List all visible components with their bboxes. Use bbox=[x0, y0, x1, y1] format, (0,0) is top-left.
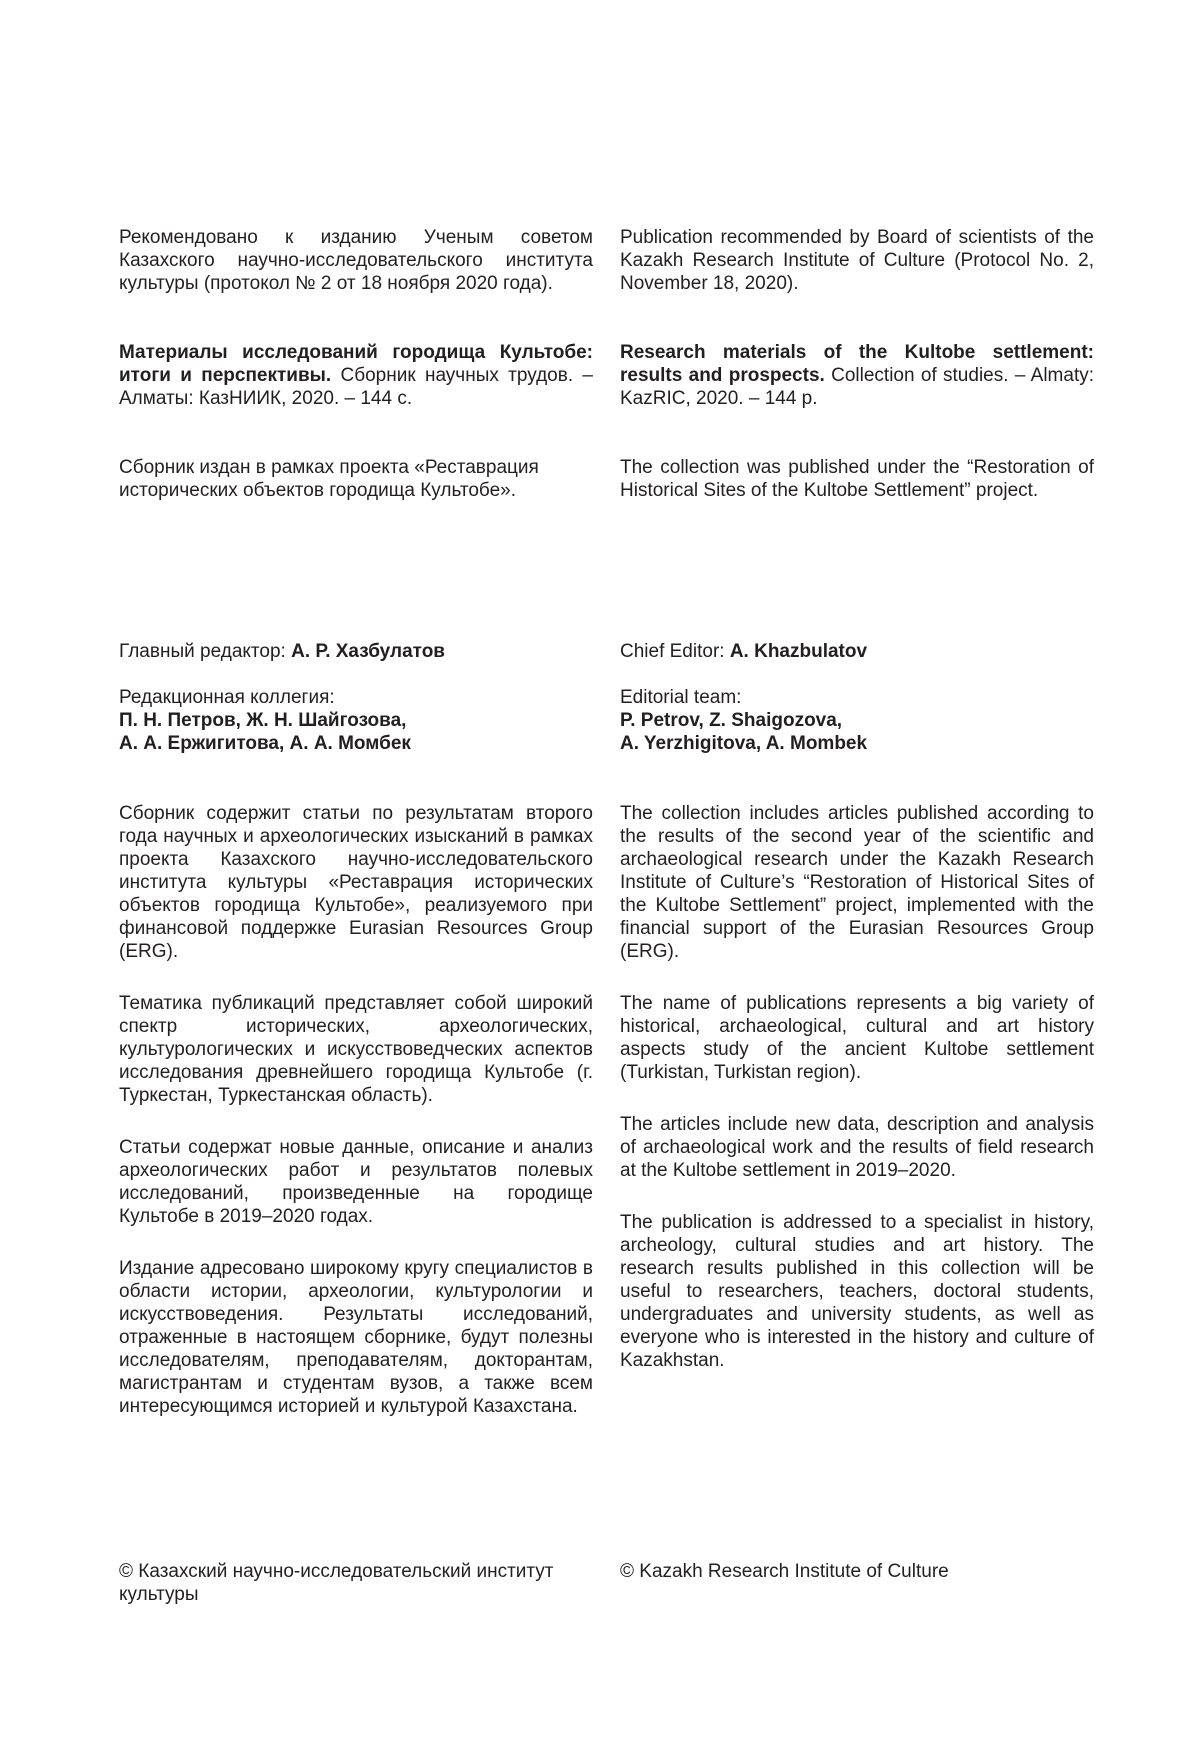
book-imprint: Collection of studies. – Almaty: KazRIC, 2020. – 144 p. bbox=[620, 365, 1095, 409]
chief-editor-label: Chief Editor: bbox=[620, 641, 730, 662]
project-text: The collection was published under the “Restoration of Historical Sites of the Kultobe Settlement” project. bbox=[620, 457, 1094, 501]
book-title: Research materials of the Kultobe settlement: results and prospects. bbox=[620, 342, 1094, 386]
annotation-paragraph-1: Сборник содержит статьи по результатам второго года научных и археологических изысканий в рамках проекта Казахского научно-исследовательского института культуры «Реставрация исторических объектов городища Культобе», реализуемого при финансовой поддержке Eurasian Resources Group (ERG). bbox=[119, 803, 593, 962]
copyright-en bbox=[620, 1560, 1094, 1583]
board-label: Редакционная коллегия: bbox=[119, 687, 335, 708]
project-note-en bbox=[620, 456, 1094, 502]
chief-editor-name: А. Р. Хазбулатов bbox=[291, 641, 445, 662]
project-text: Сборник издан в рамках проекта «Реставрация исторических объектов городища Культобе». bbox=[119, 457, 539, 501]
annotation-ru bbox=[119, 802, 593, 1418]
copyright-text: © Kazakh Research Institute of Culture bbox=[620, 1561, 949, 1582]
board-line-2: A. Yerzhigitova, A. Mombek bbox=[620, 733, 868, 754]
annotation-paragraph-4: The publication is addressed to a specialist in history, archeology, cultural studies and art history. The research results published in this collection will be useful to researchers, teachers, doctoral students, undergraduates and university students, as well as everyone who is interested in the history and culture of Kazakhstan. bbox=[620, 1212, 1094, 1371]
annotation-paragraph-2: The name of publications represents a big variety of historical, archaeological, cultural and art history aspects study of the ancient Kultobe settlement (Turkistan, Turkistan region). bbox=[620, 993, 1094, 1083]
recommendation-text: Рекомендовано к изданию Ученым советом Казахского научно-исследовательского института культуры (протокол № 2 от 18 ноября 2020 года). bbox=[119, 227, 593, 294]
copyright-ru bbox=[119, 1560, 593, 1606]
chief-editor-ru bbox=[119, 640, 593, 663]
board-label: Editorial team: bbox=[620, 687, 742, 708]
recommendation-ru bbox=[119, 226, 593, 295]
copyright-text: © Казахский научно-исследовательский институт культуры bbox=[119, 1561, 554, 1605]
chief-editor-label: Главный редактор: bbox=[119, 641, 292, 662]
project-note-ru bbox=[119, 456, 593, 502]
recommendation-text: Publication recommended by Board of scientists of the Kazakh Research Institute of Culture (Protocol No. 2, November 18, 2020). bbox=[620, 227, 1094, 294]
bibliographic-record-ru bbox=[119, 341, 593, 410]
bibliographic-record-en bbox=[620, 341, 1094, 410]
recommendation-en bbox=[620, 226, 1094, 295]
annotation-paragraph-4: Издание адресовано широкому кругу специалистов в области истории, археологии, культурологии и искусствоведения. Результаты исследований, отраженные в настоящем сборнике, будут полезны исследователям, преподавателям, докторантам, магистрантам и студентам вузов, а также всем интересующимся историей и культурой Казахстана. bbox=[119, 1258, 593, 1417]
annotation-paragraph-2: Тематика публикаций представляет собой широкий спектр исторических, археологических, культурологических и искусствоведческих аспектов исследования древнейшего городища Культобе (г. Туркестан, Туркестанская область). bbox=[119, 993, 593, 1106]
annotation-paragraph-1: The collection includes articles published according to the results of the second year of the scientific and archaeological research under the Kazakh Research Institute of Culture’s “Restoration of Historical Sites of the Kultobe Settlement” project, implemented with the financial support of the Eurasian Resources Group (ERG). bbox=[620, 803, 1094, 962]
chief-editor-name: A. Khazbulatov bbox=[729, 641, 868, 662]
annotation-paragraph-3: The articles include new data, description and analysis of archaeological work and the results of field research at the Kultobe settlement in 2019–2020. bbox=[620, 1114, 1094, 1181]
editorial-board-ru bbox=[119, 686, 593, 755]
board-line-1: P. Petrov, Z. Shaigozova, bbox=[620, 710, 843, 731]
book-title: Материалы исследований городища Культобе: итоги и перспективы. bbox=[119, 342, 593, 386]
annotation-en bbox=[620, 802, 1094, 1372]
board-line-2: А. А. Ержигитова, А. А. Момбек bbox=[119, 733, 411, 754]
chief-editor-en bbox=[620, 640, 1094, 663]
editorial-board-en bbox=[620, 686, 1094, 755]
book-imprint: Сборник научных трудов. – Алматы: КазНИИК, 2020. – 144 с. bbox=[119, 365, 593, 409]
board-line-1: П. Н. Петров, Ж. Н. Шайгозова, bbox=[119, 710, 407, 731]
annotation-paragraph-3: Статьи содержат новые данные, описание и анализ археологических работ и результатов полевых исследований, произведенные на городище Культобе в 2019–2020 годах. bbox=[119, 1137, 593, 1227]
